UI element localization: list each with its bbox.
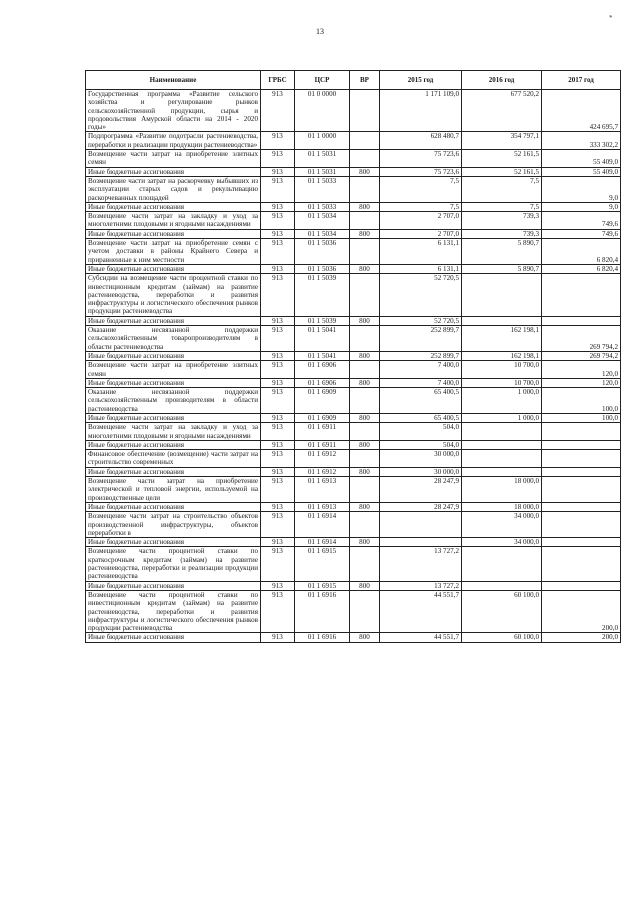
cell-grbs: 913 bbox=[261, 212, 295, 230]
cell-2016: 18 000,0 bbox=[462, 502, 542, 511]
header-2017: 2017 год bbox=[542, 71, 621, 90]
cell-csr: 01 1 6906 bbox=[295, 378, 350, 387]
cell-2016: 354 797,1 bbox=[462, 132, 542, 150]
cell-grbs: 913 bbox=[261, 326, 295, 352]
budget-table bbox=[85, 70, 621, 643]
table-row bbox=[86, 502, 621, 511]
cell-2015: 504,0 bbox=[380, 440, 462, 449]
cell-2016: 18 000,0 bbox=[462, 477, 542, 503]
header-csr: ЦСР bbox=[295, 71, 350, 90]
cell-2016 bbox=[462, 316, 542, 325]
cell-name: Возмещение части затрат на закладку и уход за многолетними плодовыми и ягодными насаждениями bbox=[86, 212, 261, 230]
cell-2017: 100,0 bbox=[542, 388, 621, 414]
cell-2016 bbox=[462, 450, 542, 468]
cell-name: Субсидии на возмещение части процентной ставки по инвестиционным кредитам (займам) на развитие растениеводства, переработки и развития инфраструктуры и логистического обеспечения рынков продукции растениеводства bbox=[86, 274, 261, 316]
cell-csr: 01 1 5034 bbox=[295, 229, 350, 238]
table-row bbox=[86, 167, 621, 176]
cell-name: Финансовое обеспечение (возмещение) части затрат на строительство современных bbox=[86, 450, 261, 468]
cell-csr: 01 1 5041 bbox=[295, 326, 350, 352]
cell-2016: 1 000,0 bbox=[462, 388, 542, 414]
table-row bbox=[86, 477, 621, 503]
table-row bbox=[86, 132, 621, 150]
cell-2016: 5 890,7 bbox=[462, 239, 542, 265]
header-grbs: ГРБС bbox=[261, 71, 295, 90]
cell-name: Иные бюджетные ассигнования bbox=[86, 167, 261, 176]
cell-2016: 10 700,0 bbox=[462, 378, 542, 387]
cell-name: Возмещение части затрат на закладку и уход за многолетними плодовыми и ягодными насаждениями bbox=[86, 423, 261, 441]
cell-vr: 800 bbox=[350, 467, 380, 476]
cell-grbs: 913 bbox=[261, 239, 295, 265]
cell-name: Иные бюджетные ассигнования bbox=[86, 229, 261, 238]
table-row bbox=[86, 326, 621, 352]
cell-vr bbox=[350, 361, 380, 379]
cell-grbs: 913 bbox=[261, 423, 295, 441]
cell-2015: 252 899,7 bbox=[380, 351, 462, 360]
cell-vr bbox=[350, 274, 380, 316]
table-row bbox=[86, 547, 621, 581]
cell-2017: 100,0 bbox=[542, 413, 621, 422]
cell-2017: 9,0 bbox=[542, 176, 621, 202]
table-row bbox=[86, 423, 621, 441]
table-row bbox=[86, 512, 621, 538]
table-row bbox=[86, 264, 621, 273]
cell-vr: 800 bbox=[350, 440, 380, 449]
table-row bbox=[86, 229, 621, 238]
cell-2015: 28 247,9 bbox=[380, 502, 462, 511]
cell-2016 bbox=[462, 547, 542, 581]
cell-csr: 01 1 5039 bbox=[295, 274, 350, 316]
cell-name: Иные бюджетные ассигнования bbox=[86, 440, 261, 449]
cell-2015: 44 551,7 bbox=[380, 590, 462, 632]
cell-name: Иные бюджетные ассигнования bbox=[86, 264, 261, 273]
table-row bbox=[86, 450, 621, 468]
cell-2017: 269 794,2 bbox=[542, 326, 621, 352]
cell-vr bbox=[350, 326, 380, 352]
cell-grbs: 913 bbox=[261, 388, 295, 414]
cell-name: Иные бюджетные ассигнования bbox=[86, 467, 261, 476]
cell-csr: 01 1 6912 bbox=[295, 467, 350, 476]
table-row bbox=[86, 590, 621, 632]
cell-grbs: 913 bbox=[261, 633, 295, 642]
cell-2016: 52 161,5 bbox=[462, 150, 542, 168]
cell-grbs: 913 bbox=[261, 150, 295, 168]
cell-2015: 44 551,7 bbox=[380, 633, 462, 642]
cell-csr: 01 1 6913 bbox=[295, 502, 350, 511]
cell-name: Возмещение части затрат на приобретение элитных семян bbox=[86, 361, 261, 379]
cell-vr: 800 bbox=[350, 413, 380, 422]
cell-2016: 7,5 bbox=[462, 176, 542, 202]
cell-grbs: 913 bbox=[261, 132, 295, 150]
cell-grbs: 913 bbox=[261, 581, 295, 590]
cell-2017: 749,6 bbox=[542, 212, 621, 230]
cell-2017 bbox=[542, 502, 621, 511]
cell-grbs: 913 bbox=[261, 90, 295, 132]
cell-grbs: 913 bbox=[261, 440, 295, 449]
cell-2017: 6 820,4 bbox=[542, 239, 621, 265]
table-row bbox=[86, 440, 621, 449]
cell-vr: 800 bbox=[350, 502, 380, 511]
cell-2015: 52 720,5 bbox=[380, 274, 462, 316]
cell-grbs: 913 bbox=[261, 167, 295, 176]
cell-grbs: 913 bbox=[261, 274, 295, 316]
cell-2015: 52 720,5 bbox=[380, 316, 462, 325]
table-row bbox=[86, 90, 621, 132]
cell-2015: 28 247,9 bbox=[380, 477, 462, 503]
cell-grbs: 913 bbox=[261, 450, 295, 468]
cell-csr: 01 1 5036 bbox=[295, 264, 350, 273]
table-row bbox=[86, 351, 621, 360]
cell-2016: 5 890,7 bbox=[462, 264, 542, 273]
cell-2017: 424 695,7 bbox=[542, 90, 621, 132]
cell-csr: 01 1 5039 bbox=[295, 316, 350, 325]
header-2016: 2016 год bbox=[462, 71, 542, 90]
cell-grbs: 913 bbox=[261, 502, 295, 511]
cell-vr bbox=[350, 150, 380, 168]
cell-2016: 162 198,1 bbox=[462, 326, 542, 352]
table-row bbox=[86, 274, 621, 316]
cell-2016: 60 100,0 bbox=[462, 633, 542, 642]
table-row bbox=[86, 212, 621, 230]
cell-2015: 6 131,1 bbox=[380, 264, 462, 273]
cell-csr: 01 1 5034 bbox=[295, 212, 350, 230]
table-row bbox=[86, 176, 621, 202]
cell-grbs: 913 bbox=[261, 512, 295, 538]
cell-name: Иные бюджетные ассигнования bbox=[86, 633, 261, 642]
cell-vr: 800 bbox=[350, 316, 380, 325]
cell-vr bbox=[350, 423, 380, 441]
cell-2016 bbox=[462, 440, 542, 449]
cell-grbs: 913 bbox=[261, 202, 295, 211]
cell-grbs: 913 bbox=[261, 176, 295, 202]
cell-2015: 13 727,2 bbox=[380, 547, 462, 581]
cell-2017: 333 302,2 bbox=[542, 132, 621, 150]
cell-vr bbox=[350, 388, 380, 414]
cell-2017 bbox=[542, 467, 621, 476]
cell-vr: 800 bbox=[350, 581, 380, 590]
cell-csr: 01 1 5041 bbox=[295, 351, 350, 360]
cell-2016: 739,3 bbox=[462, 212, 542, 230]
cell-grbs: 913 bbox=[261, 547, 295, 581]
cell-vr bbox=[350, 547, 380, 581]
cell-vr bbox=[350, 132, 380, 150]
corner-mark: * bbox=[609, 14, 613, 22]
cell-2017 bbox=[542, 547, 621, 581]
cell-2015: 7 400,0 bbox=[380, 378, 462, 387]
cell-vr bbox=[350, 239, 380, 265]
cell-2015: 75 723,6 bbox=[380, 167, 462, 176]
cell-vr: 800 bbox=[350, 264, 380, 273]
cell-name: Возмещение части процентной ставки по инвестиционным кредитам (займам) на развитие растениеводства, переработки и развития инфраструктуры и логистического обеспечения рынков продукции растениеводства bbox=[86, 590, 261, 632]
table-row bbox=[86, 150, 621, 168]
cell-grbs: 913 bbox=[261, 361, 295, 379]
cell-2016: 677 520,2 bbox=[462, 90, 542, 132]
cell-grbs: 913 bbox=[261, 229, 295, 238]
cell-2017 bbox=[542, 538, 621, 547]
cell-2015: 7 400,0 bbox=[380, 361, 462, 379]
cell-name: Иные бюджетные ассигнования bbox=[86, 581, 261, 590]
cell-name: Иные бюджетные ассигнования bbox=[86, 502, 261, 511]
cell-2017 bbox=[542, 274, 621, 316]
cell-csr: 01 1 5033 bbox=[295, 176, 350, 202]
cell-2017 bbox=[542, 450, 621, 468]
cell-2015: 65 400,5 bbox=[380, 388, 462, 414]
cell-vr bbox=[350, 176, 380, 202]
cell-2015: 75 723,6 bbox=[380, 150, 462, 168]
cell-grbs: 913 bbox=[261, 264, 295, 273]
cell-2015: 504,0 bbox=[380, 423, 462, 441]
cell-2017: 120,0 bbox=[542, 361, 621, 379]
cell-2015: 13 727,2 bbox=[380, 581, 462, 590]
cell-csr: 01 1 6912 bbox=[295, 450, 350, 468]
cell-grbs: 913 bbox=[261, 538, 295, 547]
table-row bbox=[86, 467, 621, 476]
cell-vr: 800 bbox=[350, 167, 380, 176]
cell-csr: 01 1 6915 bbox=[295, 547, 350, 581]
cell-csr: 01 1 5031 bbox=[295, 150, 350, 168]
header-vr: ВР bbox=[350, 71, 380, 90]
cell-2017: 120,0 bbox=[542, 378, 621, 387]
cell-name: Возмещение части затрат на раскорчевку выбывших из эксплуатации старых садов и рекультивацию раскорчеванных площадей bbox=[86, 176, 261, 202]
table-row bbox=[86, 581, 621, 590]
table-row bbox=[86, 316, 621, 325]
cell-csr: 01 1 6911 bbox=[295, 440, 350, 449]
cell-grbs: 913 bbox=[261, 316, 295, 325]
table-row bbox=[86, 538, 621, 547]
cell-2017 bbox=[542, 440, 621, 449]
cell-2017: 749,6 bbox=[542, 229, 621, 238]
cell-name: Иные бюджетные ассигнования bbox=[86, 202, 261, 211]
cell-2016: 739,3 bbox=[462, 229, 542, 238]
cell-2015: 7,5 bbox=[380, 202, 462, 211]
cell-vr: 800 bbox=[350, 202, 380, 211]
cell-vr bbox=[350, 512, 380, 538]
table-row bbox=[86, 413, 621, 422]
cell-name: Подпрограмма «Развитие подотрасли растениеводства, переработки и реализации продукции растениеводства» bbox=[86, 132, 261, 150]
cell-2015: 2 707,0 bbox=[380, 212, 462, 230]
cell-2016: 10 700,0 bbox=[462, 361, 542, 379]
page-number: 13 bbox=[316, 27, 324, 36]
cell-2017: 55 409,0 bbox=[542, 150, 621, 168]
cell-vr bbox=[350, 212, 380, 230]
cell-2016: 60 100,0 bbox=[462, 590, 542, 632]
table-row bbox=[86, 202, 621, 211]
cell-name: Возмещение части затрат на приобретение электрической и тепловой энергии, используемой на производственные цели bbox=[86, 477, 261, 503]
cell-vr: 800 bbox=[350, 633, 380, 642]
cell-vr: 800 bbox=[350, 538, 380, 547]
cell-2016: 7,5 bbox=[462, 202, 542, 211]
cell-name: Возмещение части затрат на строительство объектов производственной инфраструктуры, объектов переработки в bbox=[86, 512, 261, 538]
cell-2016: 52 161,5 bbox=[462, 167, 542, 176]
cell-name: Иные бюджетные ассигнования bbox=[86, 378, 261, 387]
cell-2015: 30 000,0 bbox=[380, 450, 462, 468]
table-row bbox=[86, 388, 621, 414]
cell-name: Возмещение части затрат на приобретение семян с учетом доставки в районы Крайнего Севера и приравненные к ним местности bbox=[86, 239, 261, 265]
cell-csr: 01 0 0000 bbox=[295, 90, 350, 132]
cell-name: Иные бюджетные ассигнования bbox=[86, 351, 261, 360]
cell-2016 bbox=[462, 467, 542, 476]
cell-2015: 6 131,1 bbox=[380, 239, 462, 265]
cell-2017 bbox=[542, 581, 621, 590]
cell-2015: 252 899,7 bbox=[380, 326, 462, 352]
header-name: Наименование bbox=[86, 71, 261, 90]
cell-2016: 1 000,0 bbox=[462, 413, 542, 422]
cell-csr: 01 1 6914 bbox=[295, 512, 350, 538]
cell-grbs: 913 bbox=[261, 477, 295, 503]
cell-2016: 34 000,0 bbox=[462, 538, 542, 547]
cell-2015: 1 171 109,0 bbox=[380, 90, 462, 132]
cell-csr: 01 1 6909 bbox=[295, 388, 350, 414]
cell-name: Иные бюджетные ассигнования bbox=[86, 413, 261, 422]
table-row bbox=[86, 361, 621, 379]
cell-name: Иные бюджетные ассигнования bbox=[86, 316, 261, 325]
cell-csr: 01 1 5033 bbox=[295, 202, 350, 211]
cell-grbs: 913 bbox=[261, 590, 295, 632]
cell-2015 bbox=[380, 538, 462, 547]
cell-vr bbox=[350, 90, 380, 132]
cell-2015 bbox=[380, 512, 462, 538]
cell-name: Государственная программа «Развитие сельского хозяйства и регулирование рынков сельскохозяйственной продукции, сырья и продовольствия Амурской области на 2014 - 2020 годы» bbox=[86, 90, 261, 132]
cell-2015: 628 480,7 bbox=[380, 132, 462, 150]
cell-2017: 9,0 bbox=[542, 202, 621, 211]
cell-vr: 800 bbox=[350, 351, 380, 360]
cell-2017 bbox=[542, 423, 621, 441]
cell-csr: 01 1 6914 bbox=[295, 538, 350, 547]
cell-vr bbox=[350, 590, 380, 632]
table-row bbox=[86, 378, 621, 387]
cell-csr: 01 1 6906 bbox=[295, 361, 350, 379]
cell-2017: 6 820,4 bbox=[542, 264, 621, 273]
header-2015: 2015 год bbox=[380, 71, 462, 90]
cell-2017: 55 409,0 bbox=[542, 167, 621, 176]
cell-name: Иные бюджетные ассигнования bbox=[86, 538, 261, 547]
cell-2017 bbox=[542, 477, 621, 503]
cell-2016 bbox=[462, 581, 542, 590]
cell-2017: 200,0 bbox=[542, 590, 621, 632]
cell-csr: 01 1 6916 bbox=[295, 590, 350, 632]
cell-2016 bbox=[462, 423, 542, 441]
cell-csr: 01 1 6909 bbox=[295, 413, 350, 422]
cell-2016: 34 000,0 bbox=[462, 512, 542, 538]
table-row bbox=[86, 633, 621, 642]
cell-2017: 200,0 bbox=[542, 633, 621, 642]
cell-grbs: 913 bbox=[261, 378, 295, 387]
cell-csr: 01 1 5031 bbox=[295, 167, 350, 176]
cell-name: Возмещение части процентной ставки по краткосрочным кредитам (займам) на развитие растениеводства, переработки и реализации продукции растениеводства bbox=[86, 547, 261, 581]
cell-2016 bbox=[462, 274, 542, 316]
cell-vr bbox=[350, 477, 380, 503]
cell-csr: 01 1 6915 bbox=[295, 581, 350, 590]
cell-2015: 7,5 bbox=[380, 176, 462, 202]
cell-2017: 269 794,2 bbox=[542, 351, 621, 360]
cell-name: Оказание несвязанной поддержки сельскохозяйственным товаропроизводителям в области растениеводства bbox=[86, 326, 261, 352]
cell-2017 bbox=[542, 512, 621, 538]
cell-csr: 01 1 0000 bbox=[295, 132, 350, 150]
table-header-row bbox=[86, 71, 621, 90]
cell-2015: 30 000,0 bbox=[380, 467, 462, 476]
cell-name: Оказание несвязанной поддержки сельскохозяйственным производителям в области растениеводства bbox=[86, 388, 261, 414]
cell-csr: 01 1 6916 bbox=[295, 633, 350, 642]
cell-name: Возмещение части затрат на приобретение элитных семян bbox=[86, 150, 261, 168]
cell-2016: 162 198,1 bbox=[462, 351, 542, 360]
cell-2015: 65 400,5 bbox=[380, 413, 462, 422]
cell-csr: 01 1 6913 bbox=[295, 477, 350, 503]
cell-grbs: 913 bbox=[261, 467, 295, 476]
cell-grbs: 913 bbox=[261, 413, 295, 422]
cell-2015: 2 707,0 bbox=[380, 229, 462, 238]
cell-vr: 800 bbox=[350, 378, 380, 387]
cell-grbs: 913 bbox=[261, 351, 295, 360]
cell-vr bbox=[350, 450, 380, 468]
cell-2017 bbox=[542, 316, 621, 325]
cell-csr: 01 1 6911 bbox=[295, 423, 350, 441]
cell-vr: 800 bbox=[350, 229, 380, 238]
cell-csr: 01 1 5036 bbox=[295, 239, 350, 265]
table-row bbox=[86, 239, 621, 265]
